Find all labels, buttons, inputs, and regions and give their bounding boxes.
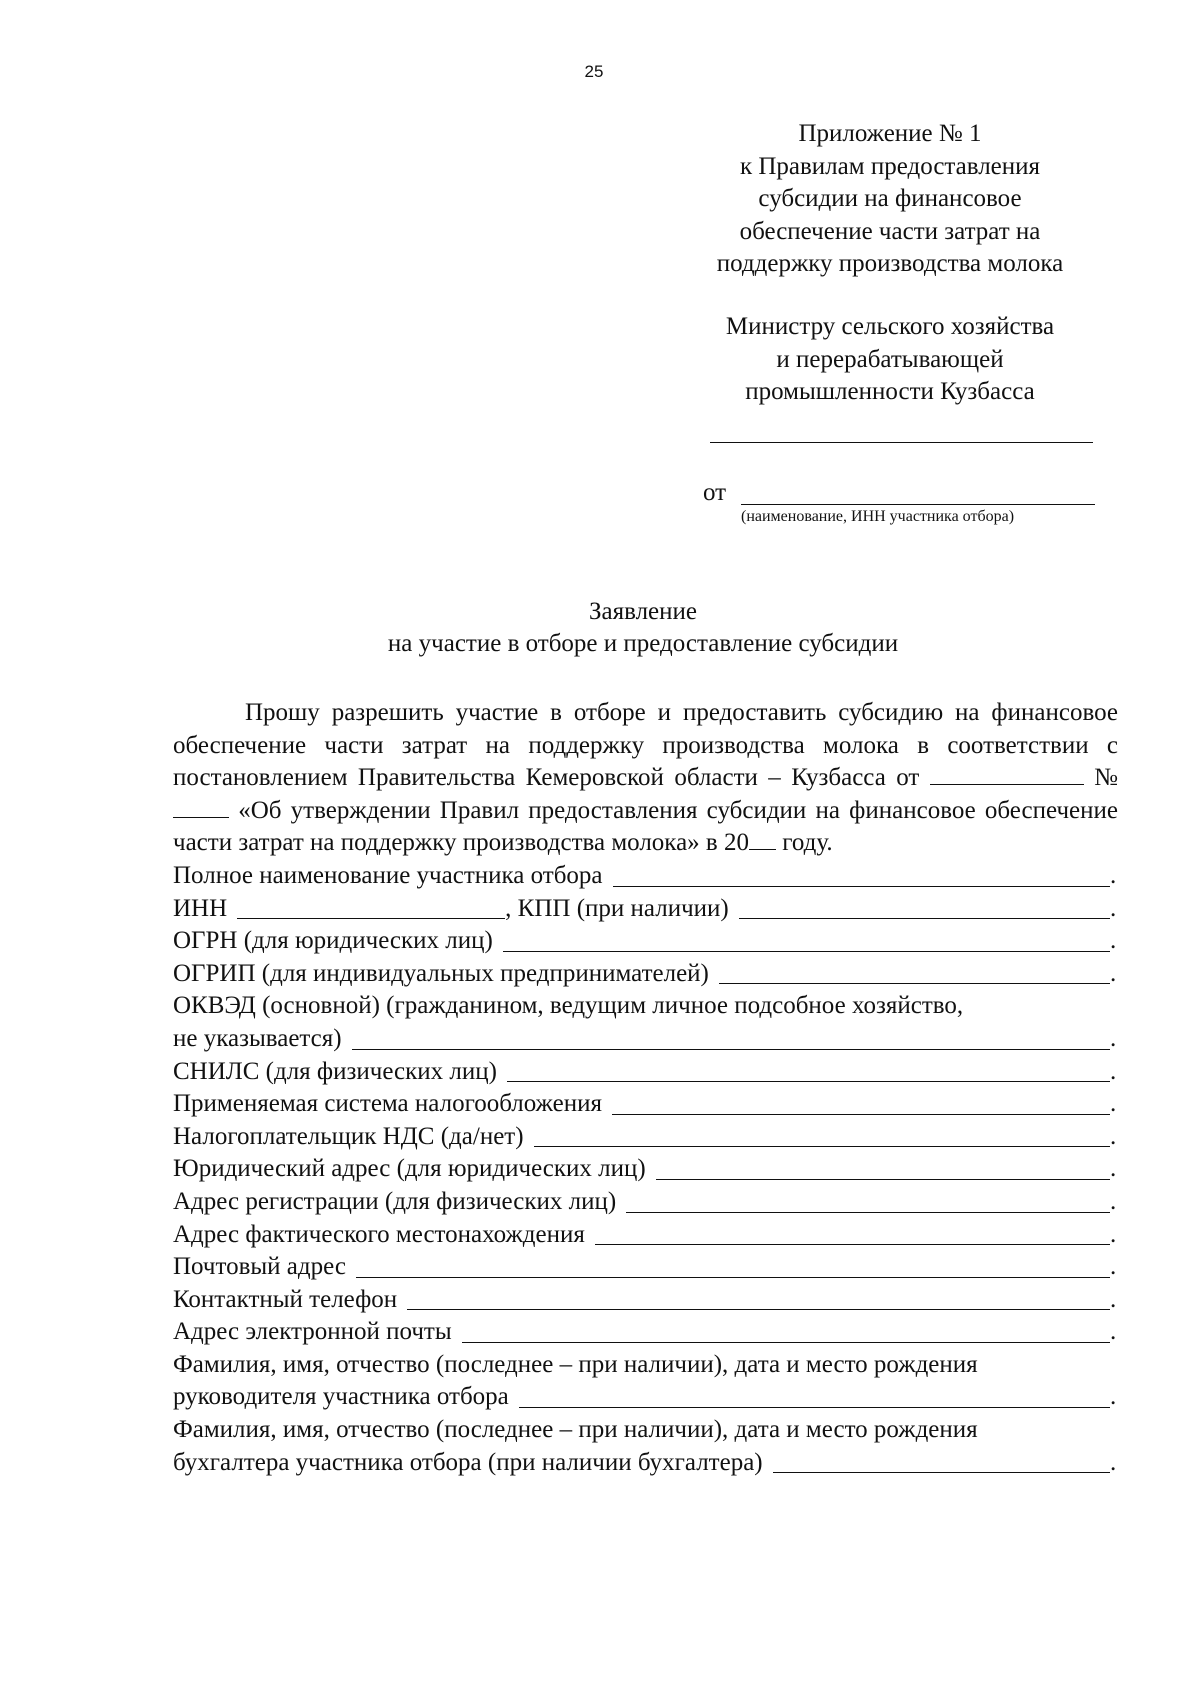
addressee-line: Министру сельского хозяйства [725, 313, 1055, 340]
field-label: бухгалтера участника отбора (при наличии бухгалтера) [173, 1448, 763, 1476]
title-line-2: на участие в отборе и предоставление субсидии [387, 630, 899, 657]
field-label: Адрес регистрации (для физических лиц) [173, 1187, 617, 1215]
from-blank-line[interactable] [741, 504, 1095, 505]
end-mark: . [1110, 1448, 1117, 1476]
page-number: 25 [584, 62, 604, 81]
field-ogrip [173, 958, 1118, 991]
field-head [173, 1381, 1118, 1414]
legal-address-blank[interactable] [656, 1157, 1110, 1180]
end-mark: . [1110, 1253, 1117, 1281]
addressee-blank-line[interactable] [710, 442, 1093, 443]
field-head-line-1: Фамилия, имя, отчество (последнее – при наличии), дата и место рождения [173, 1350, 978, 1378]
field-vat-payer [173, 1121, 1118, 1154]
field-postal-address [173, 1251, 1118, 1284]
end-mark: . [1110, 1122, 1117, 1150]
end-mark: . [1110, 1220, 1117, 1248]
resolution-number-blank[interactable] [173, 816, 229, 818]
ogrn-blank[interactable] [503, 929, 1110, 952]
field-snils [173, 1056, 1118, 1089]
field-okved-line-1: ОКВЭД (основной) (гражданином, ведущим личное подсобное хозяйство, [173, 992, 964, 1020]
inn-blank[interactable] [237, 896, 505, 919]
appendix-line: поддержку производства молока [716, 250, 1064, 277]
field-ogrn [173, 925, 1118, 958]
request-text-3: году. [782, 829, 833, 857]
request-text-1: Прошу разрешить участие в отборе и предоставить субсидию на финансовое обеспечение части затрат на поддержку производства молока в соответствии с постановлением Правительства Кемеровской области – Кузбасса от [173, 699, 1118, 792]
end-mark: . [1110, 959, 1117, 987]
end-mark: . [1110, 894, 1117, 922]
title-line-1: Заявление [588, 598, 698, 625]
end-mark: . [1110, 1285, 1117, 1313]
end-mark: . [1110, 1155, 1117, 1183]
field-email [173, 1316, 1118, 1349]
field-phone [173, 1284, 1118, 1317]
end-mark: . [1110, 861, 1117, 889]
actual-address-blank[interactable] [595, 1222, 1110, 1245]
from-caption: (наименование, ИНН участника отбора) [741, 508, 1015, 525]
field-label: ОГРИП (для индивидуальных предпринимателей) [173, 959, 709, 987]
application-body [173, 697, 1118, 1479]
field-registration-address [173, 1186, 1118, 1219]
end-mark: . [1110, 927, 1117, 955]
appendix-line: обеспечение части затрат на [739, 217, 1041, 245]
resolution-date-blank[interactable] [930, 783, 1084, 785]
field-inn-kpp [173, 893, 1118, 926]
field-accountant-line-1: Фамилия, имя, отчество (последнее – при наличии), дата и место рождения [173, 1416, 978, 1444]
field-label: Налогоплательщик НДС (да/нет) [173, 1122, 524, 1150]
end-mark: . [1110, 1187, 1117, 1215]
field-label: руководителя участника отбора [173, 1383, 509, 1411]
field-label: Применяемая система налогообложения [173, 1090, 602, 1118]
from-label: от [703, 479, 727, 506]
accountant-blank[interactable] [773, 1450, 1110, 1473]
end-mark: . [1110, 1057, 1117, 1085]
field-label: , КПП (при наличии) [505, 894, 729, 922]
field-label: Почтовый адрес [173, 1253, 346, 1281]
snils-blank[interactable] [507, 1059, 1110, 1082]
field-legal-address [173, 1153, 1118, 1186]
field-label: Полное наименование участника отбора [173, 861, 603, 889]
vat-payer-blank[interactable] [534, 1124, 1110, 1147]
tax-system-blank[interactable] [612, 1092, 1110, 1115]
ogrip-blank[interactable] [719, 961, 1110, 984]
end-mark: . [1110, 1383, 1117, 1411]
end-mark: . [1110, 1024, 1117, 1052]
okved-blank[interactable] [352, 1027, 1110, 1050]
number-sign: № [1094, 764, 1119, 792]
field-label: Юридический адрес (для юридических лиц) [173, 1155, 646, 1183]
field-label: не указывается) [173, 1024, 342, 1052]
end-mark: . [1110, 1318, 1117, 1346]
request-paragraph [173, 697, 1118, 860]
appendix-line: к Правилам предоставления [739, 152, 1041, 180]
phone-blank[interactable] [407, 1287, 1110, 1310]
registration-address-blank[interactable] [626, 1190, 1110, 1213]
addressee-line: промышленности Кузбасса [745, 378, 1035, 405]
field-label: СНИЛС (для физических лиц) [173, 1057, 497, 1085]
head-blank[interactable] [519, 1385, 1110, 1408]
field-tax-system [173, 1088, 1118, 1121]
addressee-line: и перерабатывающей [776, 345, 1004, 373]
field-label: Адрес электронной почты [173, 1318, 452, 1346]
email-blank[interactable] [462, 1320, 1110, 1343]
field-label: Контактный телефон [173, 1285, 398, 1313]
field-label: ИНН [173, 894, 228, 922]
kpp-blank[interactable] [739, 896, 1110, 919]
request-text-2: «Об утверждении Правил предоставления субсидии на финансовое обеспечение части затрат на поддержку производства молока» в 20 [173, 796, 1118, 857]
field-okved [173, 1023, 1118, 1056]
year-blank[interactable] [749, 848, 776, 850]
field-actual-address [173, 1219, 1118, 1252]
field-accountant [173, 1447, 1118, 1480]
document-title [0, 596, 1200, 660]
field-full-name [173, 860, 1118, 893]
field-label: Адрес фактического местонахождения [173, 1220, 585, 1248]
end-mark: . [1110, 1090, 1117, 1118]
appendix-line: Приложение № 1 [798, 120, 982, 147]
postal-address-blank[interactable] [356, 1255, 1110, 1278]
field-label: ОГРН (для юридических лиц) [173, 927, 493, 955]
appendix-block [690, 118, 1090, 281]
full-name-blank[interactable] [613, 864, 1110, 887]
appendix-line: субсидии на финансовое [758, 185, 1022, 212]
addressee-block [690, 311, 1090, 409]
